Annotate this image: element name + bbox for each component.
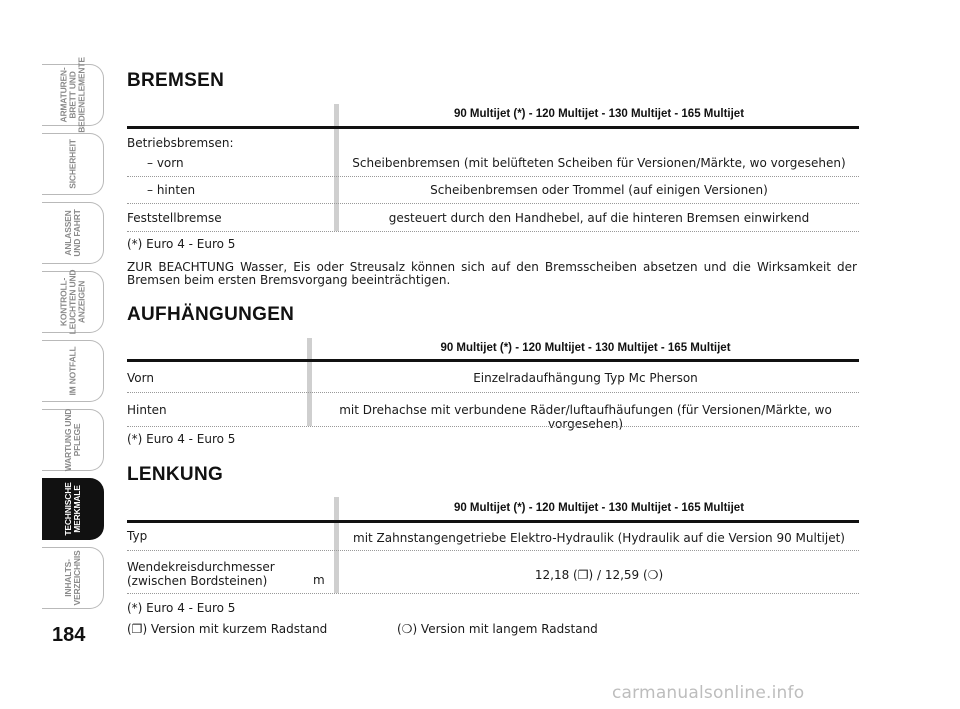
row-divider	[127, 392, 859, 393]
table-row-value: mit Zahnstangengetriebe Elektro-Hydraulik (Hydraulik auf die Version 90 Multijet)	[353, 531, 845, 545]
table-row-label: Vorn	[127, 371, 154, 385]
table-row-label: – vorn	[147, 156, 184, 170]
table-row-value: Scheibenbremsen (mit belüfteten Scheiben für Versionen/Märkte, wo vorgesehen)	[352, 156, 846, 170]
legend-long-wheelbase: (❍) Version mit langem Radstand	[397, 622, 598, 636]
warning-note: ZUR BEACHTUNG Wasser, Eis oder Streusalz können sich auf den Bremsscheiben absetzen und die Wirksamkeit der Bremsen beim ersten Bremsvorgang beeinträchtigen.	[127, 260, 857, 287]
unit-label: m	[313, 573, 325, 587]
label-betriebsbremsen: Betriebsbremsen:	[127, 136, 234, 150]
row-divider	[127, 176, 859, 177]
section-title-bremsen: BREMSEN	[127, 70, 225, 91]
row-divider	[127, 426, 859, 427]
table-header-lenkung: 90 Multijet (*) - 120 Multijet - 130 Multijet - 165 Multijet	[453, 502, 745, 514]
section-title-lenkung: LENKUNG	[127, 464, 224, 485]
tab-armaturenbrett[interactable]: ARMATUREN- BRETT UND BEDIENELEMENTE	[42, 64, 104, 126]
table-row-value: Scheibenbremsen oder Trommel (auf einigen Versionen)	[430, 183, 768, 197]
table-header-aufhaengungen: 90 Multijet (*) - 120 Multijet - 130 Multijet - 165 Multijet	[440, 342, 731, 354]
table-row-label: Wendekreisdurchmesser (zwischen Bordsteinen)	[127, 560, 275, 588]
footnote: (*) Euro 4 - Euro 5	[127, 601, 236, 615]
header-rule	[127, 126, 859, 129]
tab-kontrollleuchten[interactable]: KONTROLL- LEUCHTEN UND ANZEIGEN	[42, 271, 104, 333]
row-divider	[127, 593, 859, 594]
row-divider	[127, 550, 859, 551]
tab-im-notfall[interactable]: IM NOTFALL	[42, 340, 104, 402]
footnote: (*) Euro 4 - Euro 5	[127, 432, 236, 446]
table-header-bremsen: 90 Multijet (*) - 120 Multijet - 130 Multijet - 165 Multijet	[453, 108, 745, 120]
header-rule	[127, 520, 859, 523]
section-title-aufhaengungen: AUFHÄNGUNGEN	[127, 304, 295, 325]
legend-short-wheelbase: (❐) Version mit kurzem Radstand	[127, 622, 328, 636]
tab-inhaltsverzeichnis[interactable]: INHALTS- VERZEICHNIS	[42, 547, 104, 609]
row-divider	[127, 231, 859, 232]
tab-anlassen[interactable]: ANLASSEN UND FAHRT	[42, 202, 104, 264]
table-row-label: Hinten	[127, 403, 167, 417]
table-row-label: Typ	[127, 529, 148, 543]
table-row-value: mit Drehachse mit verbundene Räder/luftaufhäufungen (für Versionen/Märkte, wo vorgesehen)	[339, 403, 832, 431]
table-row-value: Einzelradaufhängung Typ Mc Pherson	[473, 371, 698, 385]
row-divider	[127, 203, 859, 204]
table-row-label: – hinten	[147, 183, 196, 197]
table-row-value: 12,18 (❐) / 12,59 (❍)	[534, 568, 664, 582]
footnote: (*) Euro 4 - Euro 5	[127, 237, 236, 251]
tab-wartung[interactable]: WARTUNG UND PFLEGE	[42, 409, 104, 471]
header-rule	[127, 359, 859, 362]
tab-sicherheit[interactable]: SICHERHEIT	[42, 133, 104, 195]
table-row-value: gesteuert durch den Handhebel, auf die hinteren Bremsen einwirkend	[388, 211, 810, 225]
table-row-label: Feststellbremse	[127, 211, 222, 225]
tab-technische-merkmale[interactable]: TECHNISCHE MERKMALE	[42, 478, 104, 540]
watermark: carmanualsonline.info	[612, 683, 805, 703]
page-number: 184	[52, 624, 86, 646]
